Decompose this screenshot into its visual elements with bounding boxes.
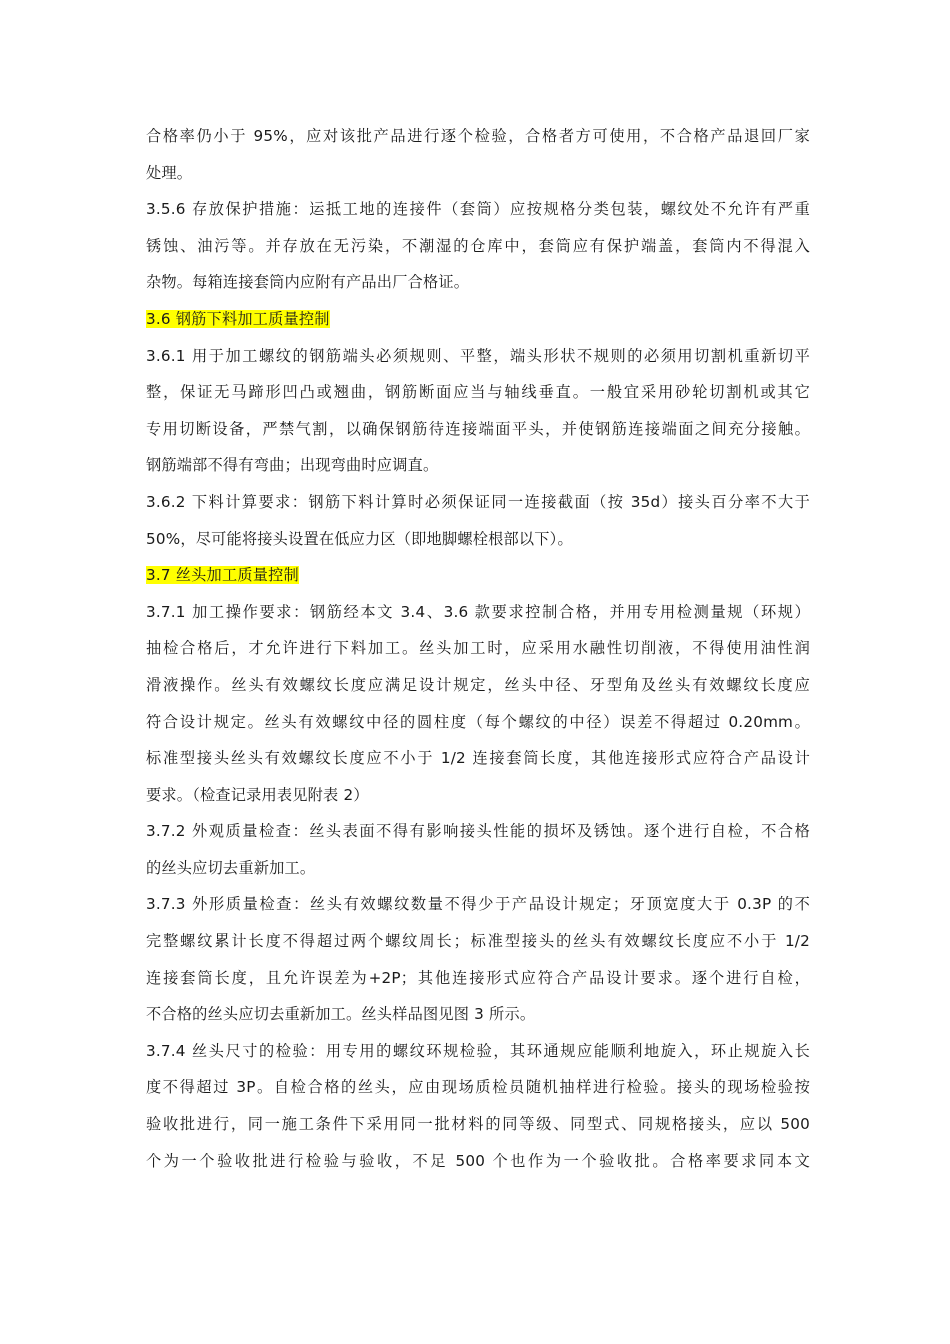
paragraph-line: 3.6.1 用于加工螺纹的钢筋端头必须规则、平整，端头形状不规则的必须用切割机重新切平: [146, 346, 810, 365]
document-body: [146, 118, 810, 1179]
section-heading: [146, 557, 810, 594]
paragraph-line: 专用切断设备，严禁气割，以确保钢筋待连接端面平头，并使钢筋连接端面之间充分接触。: [146, 419, 810, 438]
paragraph-line: 3.7.4 丝头尺寸的检验：用专用的螺纹环规检验，其环通规应能顺利地旋入，环止规旋入长: [146, 1041, 810, 1060]
paragraph-line: 3.7.2 外观质量检查：丝头表面不得有影响接头性能的损坏及锈蚀。逐个进行自检，不合格: [146, 822, 810, 841]
highlighted-heading-text: 3.7 丝头加工质量控制: [146, 566, 299, 585]
paragraph-line: 验收批进行，同一施工条件下采用同一批材料的同等级、同型式、同规格接头，应以 500: [146, 1115, 810, 1134]
paragraph-line: 50%，尽可能将接头设置在低应力区（即地脚螺栓根部以下）。: [146, 529, 573, 548]
paragraph-line: 完整螺纹累计长度不得超过两个螺纹周长；标准型接头的丝头有效螺纹长度应不小于 1/2: [146, 932, 810, 951]
paragraph-line: 3.7.3 外形质量检查：丝头有效螺纹数量不得少于产品设计规定；牙顶宽度大于 0.3P 的不: [146, 895, 810, 914]
paragraph-line: 合格率仍小于 95%，应对该批产品进行逐个检验，合格者方可使用，不合格产品退回厂家: [146, 127, 810, 145]
paragraph-line: 处理。: [146, 163, 193, 182]
paragraph-line: 滑液操作。丝头有效螺纹长度应满足设计规定，丝头中径、牙型角及丝头有效螺纹长度应: [146, 675, 810, 694]
section-heading: [146, 301, 810, 338]
paragraph-line: 锈蚀、油污等。并存放在无污染，不潮湿的仓库中，套筒应有保护端盖，套筒内不得混入: [146, 236, 810, 255]
highlighted-heading-text: 3.6 钢筋下料加工质量控制: [146, 309, 330, 328]
paragraph-line: 钢筋端部不得有弯曲；出现弯曲时应调直。: [146, 456, 439, 475]
paragraph-line: 整，保证无马蹄形凹凸或翘曲，钢筋断面应当与轴线垂直。一般宜采用砂轮切割机或其它: [146, 383, 810, 402]
paragraph-line: 3.5.6 存放保护措施：运抵工地的连接件（套筒）应按规格分类包装，螺纹处不允许有严重: [146, 200, 810, 219]
paragraph-line: 度不得超过 3P。自检合格的丝头，应由现场质检员随机抽样进行检验。接头的现场检验按: [146, 1078, 810, 1097]
paragraph-line: 标准型接头丝头有效螺纹长度应不小于 1/2 连接套筒长度，其他连接形式应符合产品设计: [146, 749, 810, 768]
paragraph-line: 个为一个验收批进行检验与验收，不足 500 个也作为一个验收批。合格率要求同本文: [146, 1151, 810, 1170]
paragraph-line: 杂物。每箱连接套筒内应附有产品出厂合格证。: [146, 273, 470, 292]
paragraph-line: 3.7.1 加工操作要求：钢筋经本文 3.4、3.6 款要求控制合格，并用专用检测量规（环规）: [146, 602, 810, 621]
paragraph-line: 的丝头应切去重新加工。: [146, 858, 316, 877]
paragraph-line: 3.6.2 下料计算要求：钢筋下料计算时必须保证同一连接截面（按 35d）接头百分率不大于: [146, 492, 810, 511]
paragraph-line: 连接套筒长度，且允许误差为+2P；其他连接形式应符合产品设计要求。逐个进行自检，: [146, 968, 810, 987]
paragraph-line: 抽检合格后，才允许进行下料加工。丝头加工时，应采用水融性切削液，不得使用油性润: [146, 639, 810, 658]
paragraph-line: 符合设计规定。丝头有效螺纹中径的圆柱度（每个螺纹的中径）误差不得超过 0.20mm。: [146, 712, 810, 731]
paragraph-line: 要求。（检查记录用表见附表 2）: [146, 785, 369, 804]
paragraph-line: 不合格的丝头应切去重新加工。丝头样品图见图 3 所示。: [146, 1005, 536, 1024]
